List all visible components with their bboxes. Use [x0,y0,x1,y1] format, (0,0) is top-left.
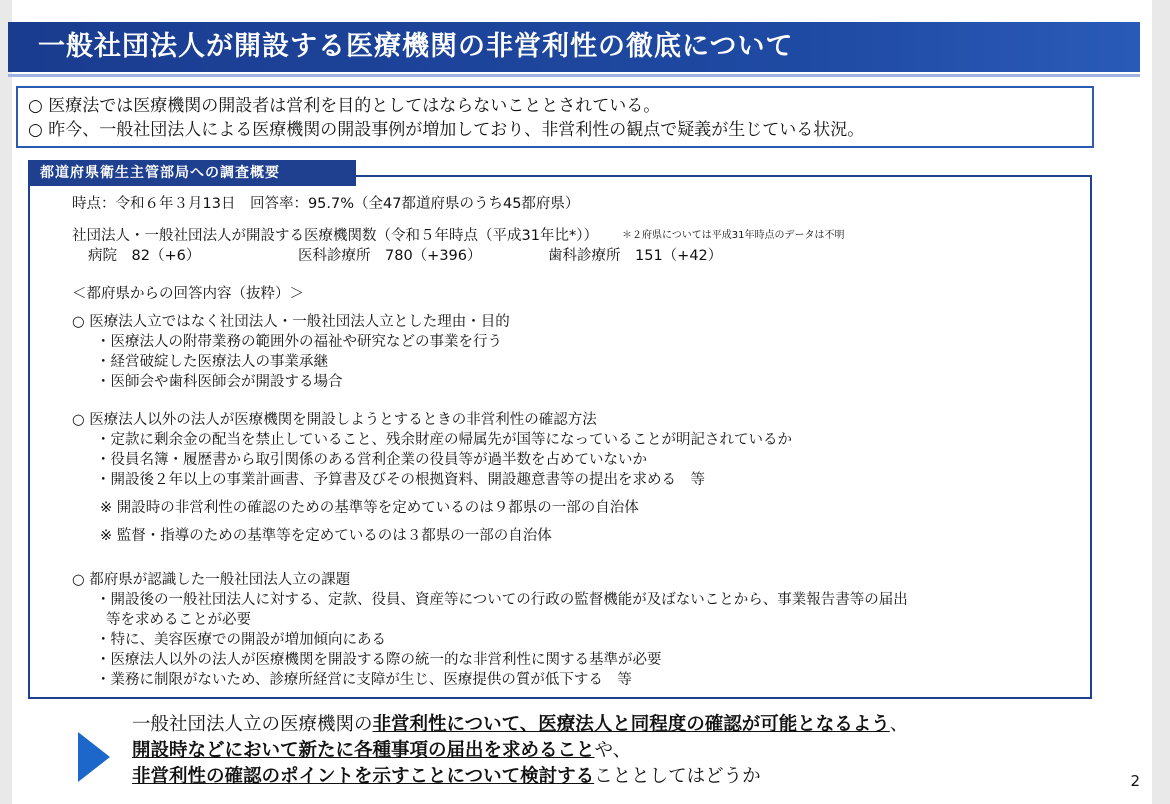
page-title: 一般社団法人が開設する医療機関の非営利性の徹底について [8,22,1140,72]
sec3-item-continued: 等を求めることが必要 [106,612,251,628]
conclusion-text: や、 [594,740,632,761]
conclusion-line-1 [132,712,1112,738]
sec3-item: ・特に、美容医療での開設が増加傾向にある [96,632,386,648]
count-values [44,246,1084,266]
conclusion-line-3 [132,764,1112,790]
survey-date-line: 時点：令和６年３月13日 回答率：95.7%（全47都道府県のうち45都府県） [72,196,580,212]
sec2-note: ※ 開設時の非営利性の確認のための基準等を定めているのは９都県の一部の自治体 [100,500,639,516]
conclusion-emphasis: 非営利性の確認のポイントを示すことについて検討する [132,766,595,787]
page-number: 2 [1130,772,1140,790]
sec2-heading: ○ 医療法人以外の法人が医療機関を開設しようとするときの非営利性の確認方法 [72,412,597,428]
sec2-item: ・定款に剰余金の配当を禁止していること、残余財産の帰属先が国等になっていることが明記されているか [96,432,792,448]
count-dental: 歯科診療所 151（+42） [548,248,723,264]
intro-line-2: ○ 昨今、一般社団法人による医療機関の開設事例が増加しており、非営利性の観点で疑義が生じている状況。 [28,120,865,140]
title-underline [8,74,1140,77]
sec1-item: ・医師会や歯科医師会が開設する場合 [96,374,343,390]
sec3-item: ・医療法人以外の法人が医療機関を開設する際の統一的な非営利性に関する基準が必要 [96,652,662,668]
conclusion-text: 一般社団法人立の医療機関の [132,714,373,735]
conclusion-emphasis: 非営利性について、医療法人と同程度の確認が可能となるよう [372,714,890,735]
sec3-item: ・開設後の一般社団法人に対する、定款、役員、資産等についての行政の監督機能が及ばないことから、事業報告書等の届出 [96,592,908,608]
count-clinic: 医科診療所 780（+396） [298,248,482,264]
conclusion-line-2 [132,738,1112,764]
sec1-item: ・経営破綻した医療法人の事業承継 [96,354,328,370]
play-arrow-icon [78,732,110,782]
responses-heading: ＜都府県からの回答内容（抜粋）＞ [72,286,304,302]
count-heading: 社団法人・一般社団法人が開設する医療機関数（令和５年時点（平成31年比*）） [72,228,598,244]
conclusion-text: 、 [889,714,909,735]
sec1-heading: ○ 医療法人立ではなく社団法人・一般社団法人立とした理由・目的 [72,314,510,330]
survey-content [44,178,1084,690]
conclusion [132,712,1112,790]
conclusion-text: こととしてはどうか [594,766,761,787]
sec2-item: ・役員名簿・履歴書から取引関係のある営利企業の役員等が過半数を占めていないか [96,452,647,468]
sec3-item: ・業務に制限がないため、診療所経営に支障が生じ、医療提供の質が低下する 等 [96,672,632,688]
count-heading-row [44,226,1084,246]
count-hospital: 病院 82（+6） [88,248,201,264]
sec3-heading: ○ 都府県が認識した一般社団法人立の課題 [72,572,351,588]
intro-box [16,86,1094,148]
intro-line-1: ○ 医療法では医療機関の開設者は営利を目的としてはならないこととされている。 [28,96,661,116]
sec2-note: ※ 監督・指導のための基準等を定めているのは３都県の一部の自治体 [100,528,552,544]
count-note: ＊２府県については平成31年時点のデータは不明 [621,230,845,241]
sec1-item: ・医療法人の附帯業務の範囲外の福祉や研究などの事業を行う [96,334,502,350]
survey-tab-label: 都道府県衛生主管部局への調査概要 [28,160,356,186]
sec2-item: ・開設後２年以上の事業計画書、予算書及びその根拠資料、開設趣意書等の提出を求める 等 [96,472,705,488]
conclusion-emphasis: 開設時などにおいて新たに各種事項の届出を求めること [132,740,595,761]
